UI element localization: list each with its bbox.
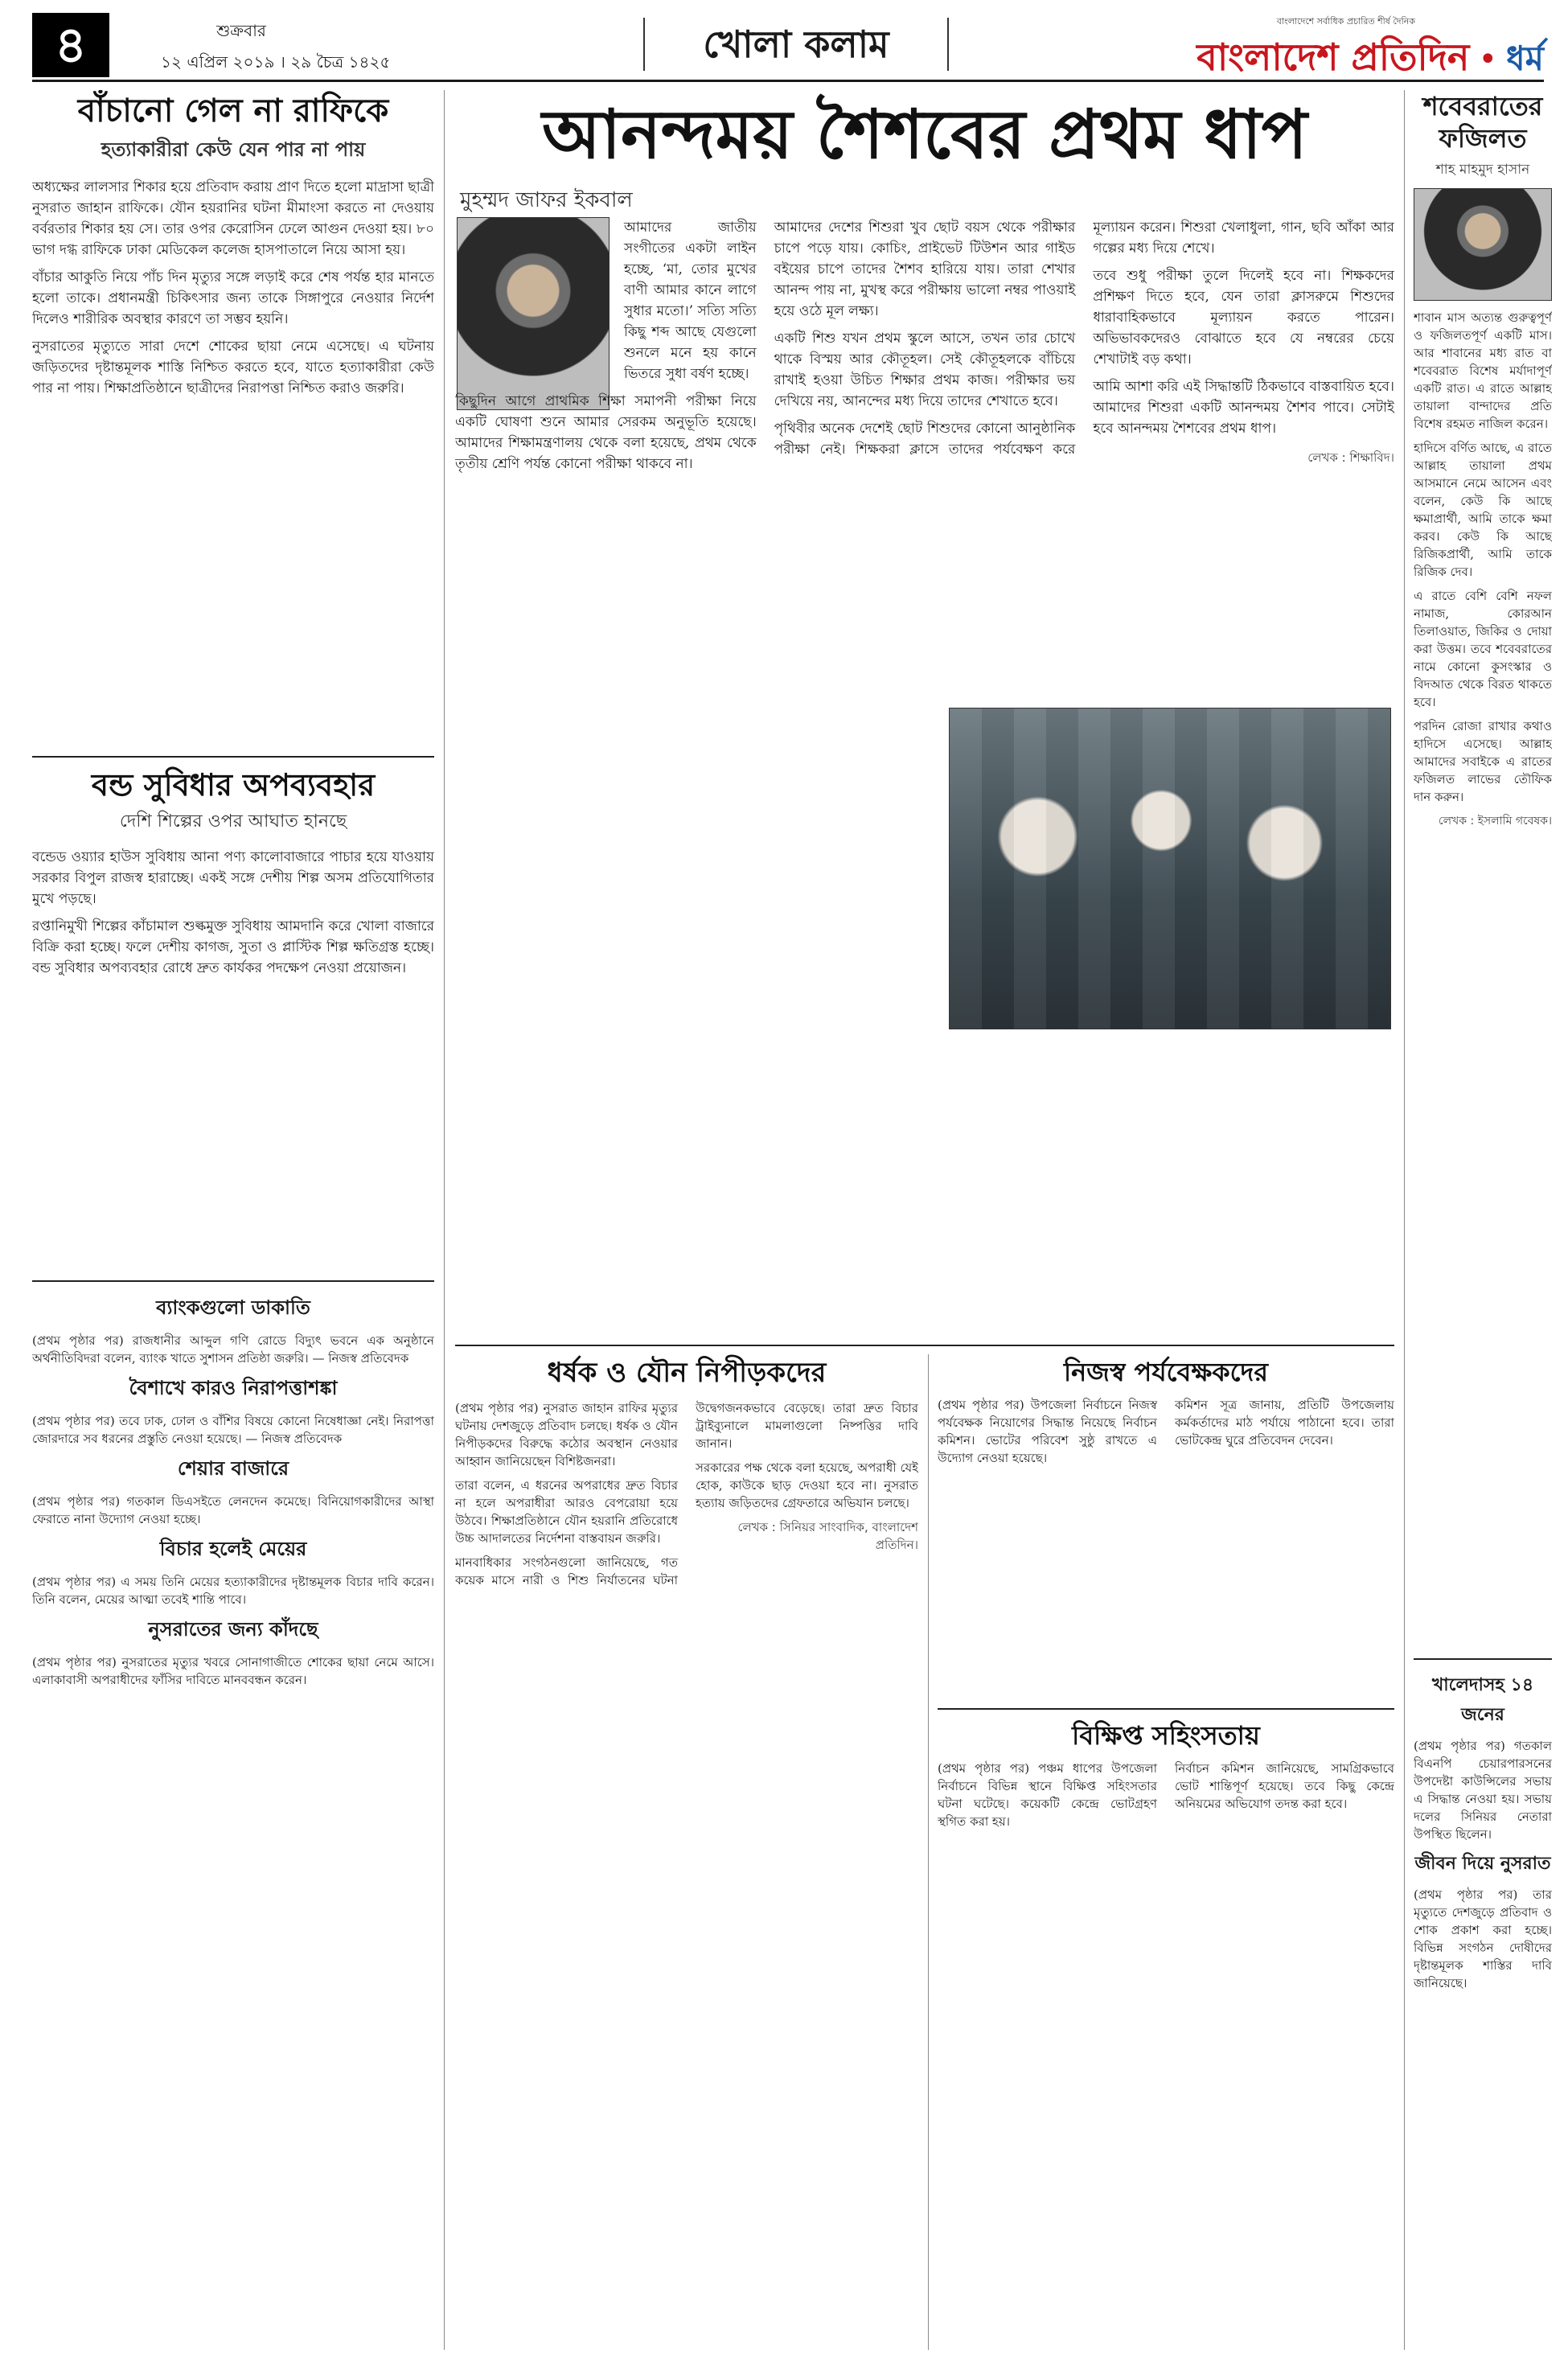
author-credit: লেখক : শিক্ষাবিদ। xyxy=(1307,450,1394,465)
paragraph: সরকারের পক্ষ থেকে বলা হয়েছে, অপরাধী যেই হোক, কাউকে ছাড় দেওয়া হবে না। নুসরাত হত্যায় জড়িতদের গ্রেফতারে অভিযান চলছে। xyxy=(696,1460,918,1510)
brief-text: (প্রথম পৃষ্ঠার পর) এ সময় তিনি মেয়ের হত্যাকারীদের দৃষ্টান্তমূলক বিচার দাবি করেন। তিনি বলেন, মেয়ের আত্মা তবেই শান্তি পাবে। xyxy=(32,1575,434,1607)
masthead xyxy=(32,8,1544,82)
brand-section: ধর্ম xyxy=(1506,39,1544,78)
brief-text: (প্রথম পৃষ্ঠার পর) নুসরাতের মৃত্যুর খবরে সোনাগাজীতে শোকের ছায়া নেমে আসে। এলাকাবাসী অপরাধীদের ফাঁসির দাবিতে মানববন্ধন করেন। xyxy=(32,1655,434,1687)
briefs-column xyxy=(32,1288,434,2350)
story-headline: বিক্ষিপ্ত সহিংসতায় xyxy=(1072,1720,1260,1751)
brief-text: (প্রথম পৃষ্ঠার পর) গতকাল ডিএসইতে লেনদেন কমেছে। বিনিয়োগকারীদের আস্থা ফেরাতে নানা উদ্যোগ নেওয়া হচ্ছে। xyxy=(32,1494,434,1526)
column-rule xyxy=(1404,90,1405,2350)
divider xyxy=(1414,1658,1552,1660)
story-observer xyxy=(938,1354,1394,1700)
paragraph: রপ্তানিমুখী শিল্পের কাঁচামাল শুল্কমুক্ত সুবিধায় আমদানি করে খোলা বাজারে বিক্রি করা হচ্ছে। ফলে দেশীয় কাগজ, সুতা ও প্লাস্টিক শিল্প ক্ষতিগ্রস্ত হচ্ছে। বন্ড সুবিধার অপব্যবহার রোধে দ্রুত কার্যকর পদক্ষেপ নেওয়া প্রয়োজন। xyxy=(32,918,434,976)
paragraph: (প্রথম পৃষ্ঠার পর) নুসরাত জাহান রাফির মৃত্যুর ঘটনায় দেশজুড়ে প্রতিবাদ চলছে। ধর্ষক ও যৌন নিপীড়কদের বিরুদ্ধে কঠোর অবস্থান নেওয়ার আহ্বান জানিয়েছেন বিশিষ্টজনরা। xyxy=(455,1401,678,1468)
paragraph: তারা বলেন, এ ধরনের অপরাধের দ্রুত বিচার না হলে অপরাধীরা আরও বেপরোয়া হয়ে উঠবে। শিক্ষাপ্রতিষ্ঠানে যৌন হয়রানি প্রতিরোধে উচ্চ আদালতের নির্দেশনা বাস্তবায়ন জরুরি। xyxy=(455,1478,678,1546)
brief-text: (প্রথম পৃষ্ঠার পর) তবে ঢাক, ঢোল ও বাঁশির বিষয়ে কোনো নিষেধাজ্ঞা নেই। নিরাপত্তা জোরদারে সব ধরনের প্রস্তুতি নেওয়া হয়েছে। — নিজস্ব প্রতিবেদক xyxy=(32,1414,434,1446)
story-violence xyxy=(938,1718,1394,2350)
paragraph: মানবাধিকার সংগঠনগুলো জানিয়েছে, গত কয়েক মাসে নারী ও শিশু নির্যাতনের ঘটনা উদ্বেগজনকভাবে বেড়েছে। তারা দ্রুত বিচার ট্রাইব্যুনালে মামলাগুলো নিষ্পত্তির দাবি জানান। xyxy=(455,1401,918,1587)
story-credit: লেখক : সিনিয়র সাংবাদিক, বাংলাদেশ প্রতিদিন। xyxy=(737,1520,918,1552)
story-headline: বাঁচানো গেল না রাফিকে xyxy=(77,92,389,129)
paragraph: কিছুদিন আগে প্রাথমিক শিক্ষা সমাপনী পরীক্ষা নিয়ে একটি ঘোষণা শুনে আমার সেরকম অনুভূতি হয়েছে। আমাদের শিক্ষামন্ত্রণালয় থেকে বলা হয়েছে, প্রথম থেকে তৃতীয় শ্রেণি পর্যন্ত কোনো পরীক্ষা থাকবে না। xyxy=(455,393,757,472)
brief-headline: জীবন দিয়ে নুসরাত xyxy=(1414,1853,1551,1874)
divider xyxy=(32,1280,434,1282)
date-block xyxy=(161,19,611,77)
brand-name: বাংলাদেশ প্রতিদিন xyxy=(1197,35,1470,79)
paragraph: তবে শুধু পরীক্ষা তুলে দিলেই হবে না। শিক্ষকদের প্রশিক্ষণ দিতে হবে, যেন তারা ক্লাসরুমে শিশুদের ধারাবাহিকভাবে মূল্যায়ন করতে পারেন। অভিভাবকদেরও বোঝাতে হবে যে নম্বরের চেয়ে শেখাটাই বড় কথা। xyxy=(1093,268,1394,368)
story-bond-facility xyxy=(32,766,434,1272)
brand-logo xyxy=(1029,14,1544,79)
paragraph: পৃথিবীর অনেক দেশেই ছোট শিশুদের কোনো আনুষ্ঠানিক পরীক্ষা নেই। শিক্ষকরা ক্লাসে তাদের পর্যবেক্ষণ করে মূল্যায়ন করেন। শিশুরা খেলাধুলা, গান, ছবি আঁকা আর গল্পের মধ্য দিয়ে শেখে। xyxy=(774,220,1394,458)
paragraph: পরদিন রোজা রাখার কথাও হাদিসে এসেছে। আল্লাহ আমাদের সবাইকে এ রাতের ফজিলত লাভের তৌফিক দান করুন। xyxy=(1414,719,1552,804)
story-headline: নিজস্ব পর্যবেক্ষকদের xyxy=(1064,1357,1268,1387)
paragraph: কমিশন সূত্র জানায়, প্রতিটি উপজেলায় কর্মকর্তাদের মাঠ পর্যায়ে পাঠানো হবে। তারা ভোটকেন্দ্র ঘুরে প্রতিবেদন দেবেন। xyxy=(1175,1398,1394,1448)
cleric-portrait-photo xyxy=(1414,188,1552,301)
section-title: খোলা কলাম xyxy=(643,18,949,71)
religion-author: শাহ মাহমুদ হাসান xyxy=(1435,162,1530,178)
religion-column xyxy=(1414,90,1552,1650)
paragraph: এ রাতে বেশি বেশি নফল নামাজ, কোরআন তিলাওয়াত, জিকির ও দোয়া করা উত্তম। তবে শবেবরাতের নামে কোনো কুসংস্কার ও বিদআত থেকে বিরত থাকতে হবে। xyxy=(1414,589,1552,709)
paragraph: বাঁচার আকুতি নিয়ে পাঁচ দিন মৃত্যুর সঙ্গে লড়াই করে শেষ পর্যন্ত হার মানতে হলো তাকে। প্রধানমন্ত্রী চিকিৎসার জন্য তাকে সিঙ্গাপুরে নেওয়ার নির্দেশ দিলেও শারীরিক অবস্থার কারণে তা সম্ভব হয়নি। xyxy=(32,269,434,327)
issue-date: ১২ এপ্রিল ২০১৯ । ২৯ চৈত্র ১৪২৫ xyxy=(161,52,391,72)
paragraph: আমাদের দেশের শিশুরা খুব ছোট বয়স থেকে পরীক্ষার চাপে পড়ে যায়। কোচিং, প্রাইভেট টিউশন আর গাইড বইয়ের চাপে তাদের শৈশব হারিয়ে যায়। তারা শেখার আনন্দ পায় না, মুখস্থ করে পরীক্ষায় ভালো নম্বর পাওয়াই হয়ে ওঠে মূল লক্ষ্য। xyxy=(774,220,1076,319)
brief-text: (প্রথম পৃষ্ঠার পর) গতকাল বিএনপি চেয়ারপারসনের উপদেষ্টা কাউন্সিলের সভায় এ সিদ্ধান্ত নেওয়া হয়। সভায় দলের সিনিয়র নেতারা উপস্থিত ছিলেন। xyxy=(1414,1739,1552,1842)
column-rule xyxy=(928,1354,929,2350)
paragraph: বন্ডেড ওয়্যার হাউস সুবিধায় আনা পণ্য কালোবাজারে পাচার হয়ে যাওয়ায় সরকার বিপুল রাজস্ব হারাচ্ছে। একই সঙ্গে দেশীয় শিল্প অসম প্রতিযোগিতার মুখে পড়ছে। xyxy=(32,849,434,907)
paragraph: নির্বাচন কমিশন জানিয়েছে, সামগ্রিকভাবে ভোট শান্তিপূর্ণ হয়েছে। তবে কিছু কেন্দ্রে অনিয়মের অভিযোগ তদন্ত করা হবে। xyxy=(1175,1761,1394,1811)
main-byline: মুহম্মদ জাফর ইকবাল xyxy=(460,188,633,212)
page-number: ৪ xyxy=(32,13,109,77)
paragraph: নুসরাতের মৃত্যুতে সারা দেশে শোকের ছায়া নেমে এসেছে। এ ঘটনায় জড়িতদের দৃষ্টান্তমূলক শাস্তি নিশ্চিত করতে হবে, যাতে হত্যাকারীরা কেউ পার না পায়। শিক্ষাপ্রতিষ্ঠানে ছাত্রীদের নিরাপত্তা নিশ্চিত করাও জরুরি। xyxy=(32,339,434,396)
story-headline: ধর্ষক ও যৌন নিপীড়কদের xyxy=(547,1357,827,1389)
brief-headline: ব্যাংকগুলো ডাকাতি xyxy=(156,1296,310,1319)
brief-headline: খালেদাসহ ১৪ জনের xyxy=(1431,1674,1534,1725)
right-briefs xyxy=(1414,1666,1552,2350)
brand-separator: • xyxy=(1478,41,1498,78)
divider xyxy=(938,1708,1394,1710)
story-rape xyxy=(455,1354,918,2351)
paragraph: শাবান মাস অত্যন্ত গুরুত্বপূর্ণ ও ফজিলতপূর্ণ একটি মাস। আর শাবানের মধ্য রাত বা শবেবরাত বিশেষ মর্যাদাপূর্ণ একটি রাত। এ রাতে আল্লাহ তায়ালা বান্দাদের প্রতি বিশেষ রহমত নাজিল করেন। xyxy=(1414,310,1552,431)
paragraph: অধ্যক্ষের লালসার শিকার হয়ে প্রতিবাদ করায় প্রাণ দিতে হলো মাদ্রাসা ছাত্রী নুসরাত জাহান রাফিকে। যৌন হয়রানির ঘটনা মীমাংসা করতে না দেওয়ায় বর্বরতার শিকার হয় সে। তার ওপর কেরোসিন ঢেলে আগুন দেওয়া হয়। ৮০ ভাগ দগ্ধ রাফিকে ঢাকা মেডিকেল কলেজ হাসপাতালে নিয়ে আসা হয়। xyxy=(32,179,434,258)
paragraph: (প্রথম পৃষ্ঠার পর) পঞ্চম ধাপের উপজেলা নির্বাচনে বিভিন্ন স্থানে বিক্ষিপ্ত সহিংসতার ঘটনা ঘটেছে। কয়েকটি কেন্দ্রে ভোটগ্রহণ স্থগিত করা হয়। xyxy=(938,1761,1157,1829)
brand-tagline: বাংলাদেশে সর্বাধিক প্রচারিত শীর্ষ দৈনিক xyxy=(1276,16,1415,27)
divider xyxy=(32,756,434,758)
paragraph: আমাদের জাতীয় সংগীতের একটা লাইন হচ্ছে, ‘মা, তোর মুখের বাণী আমার কানে লাগে সুধার মতো।’ সত্যি সত্যি কিছু শব্দ আছে যেগুলো শুনলে মনে হয় কানে ভিতরে সুধা বর্ষণ হচ্ছে। xyxy=(624,220,757,382)
story-headline: বন্ড সুবিধার অপব্যবহার xyxy=(91,766,376,803)
religion-credit: লেখক : ইসলামি গবেষক। xyxy=(1438,815,1552,828)
brief-text: (প্রথম পৃষ্ঠার পর) তার মৃত্যুতে দেশজুড়ে প্রতিবাদ ও শোক প্রকাশ করা হচ্ছে। বিভিন্ন সংগঠন দোষীদের দৃষ্টান্তমূলক শাস্তির দাবি জানিয়েছে। xyxy=(1414,1887,1552,1990)
main-article-body xyxy=(455,217,1394,1335)
main-headline: আনন্দময় শৈশবের প্রথম ধাপ xyxy=(542,94,1307,174)
weekday: শুক্রবার xyxy=(216,21,266,40)
divider xyxy=(455,1345,1394,1346)
story-rafi xyxy=(32,90,434,750)
story-subhead: দেশি শিল্পের ওপর আঘাত হানছে xyxy=(119,811,347,832)
brief-text: (প্রথম পৃষ্ঠার পর) রাজধানীর আব্দুল গণি রোডে বিদ্যুৎ ভবনে এক অনুষ্ঠানে অর্থনীতিবিদরা বলেন, ব্যাংক খাতে সুশাসন প্রতিষ্ঠা জরুরি। — নিজস্ব প্রতিবেদক xyxy=(32,1333,434,1366)
paragraph: হাদিসে বর্ণিত আছে, এ রাতে আল্লাহ তায়ালা প্রথম আসমানে নেমে আসেন এবং বলেন, কেউ কি আছে ক্ষমাপ্রার্থী, আমি তাকে ক্ষমা করব। কেউ কি আছে রিজিকপ্রার্থী, আমি তাকে রিজিক দেব। xyxy=(1414,441,1552,579)
brief-headline: নুসরাতের জন্য কাঁদছে xyxy=(148,1617,318,1641)
religion-headline: শবেবরাতের ফজিলত xyxy=(1422,91,1543,154)
paragraph: আমি আশা করি এই সিদ্ধান্তটি ঠিকভাবে বাস্তবায়িত হবে। আমাদের শিশুরা একটি আনন্দময় শৈশব পাবে। সেটাই হবে আনন্দময় শৈশবের প্রথম ধাপ। xyxy=(1093,379,1394,437)
story-subhead: হত্যাকারীরা কেউ যেন পার না পায় xyxy=(101,138,366,161)
paragraph: (প্রথম পৃষ্ঠার পর) উপজেলা নির্বাচনে নিজস্ব পর্যবেক্ষক নিয়োগের সিদ্ধান্ত নিয়েছে নির্বাচন কমিশন। ভোটের পরিবেশ সুষ্ঠু রাখতে এ উদ্যোগ নেওয়া হয়েছে। xyxy=(938,1398,1157,1465)
column-rule xyxy=(444,90,445,2350)
paragraph: একটি শিশু যখন প্রথম স্কুলে আসে, তখন তার চোখে থাকে বিস্ময় আর কৌতূহল। সেই কৌতূহলকে বাঁচিয়ে রাখাই হওয়া উচিত শিক্ষার প্রথম কাজ। পরীক্ষার ভয় দেখিয়ে নয়, আনন্দের মধ্য দিয়ে তাদের শেখাতে হবে। xyxy=(774,331,1076,409)
brief-headline: বৈশাখে কারও নিরাপত্তাশঙ্কা xyxy=(129,1376,338,1399)
brief-headline: বিচার হলেই মেয়ের xyxy=(159,1537,307,1560)
brief-headline: শেয়ার বাজারে xyxy=(177,1456,289,1480)
